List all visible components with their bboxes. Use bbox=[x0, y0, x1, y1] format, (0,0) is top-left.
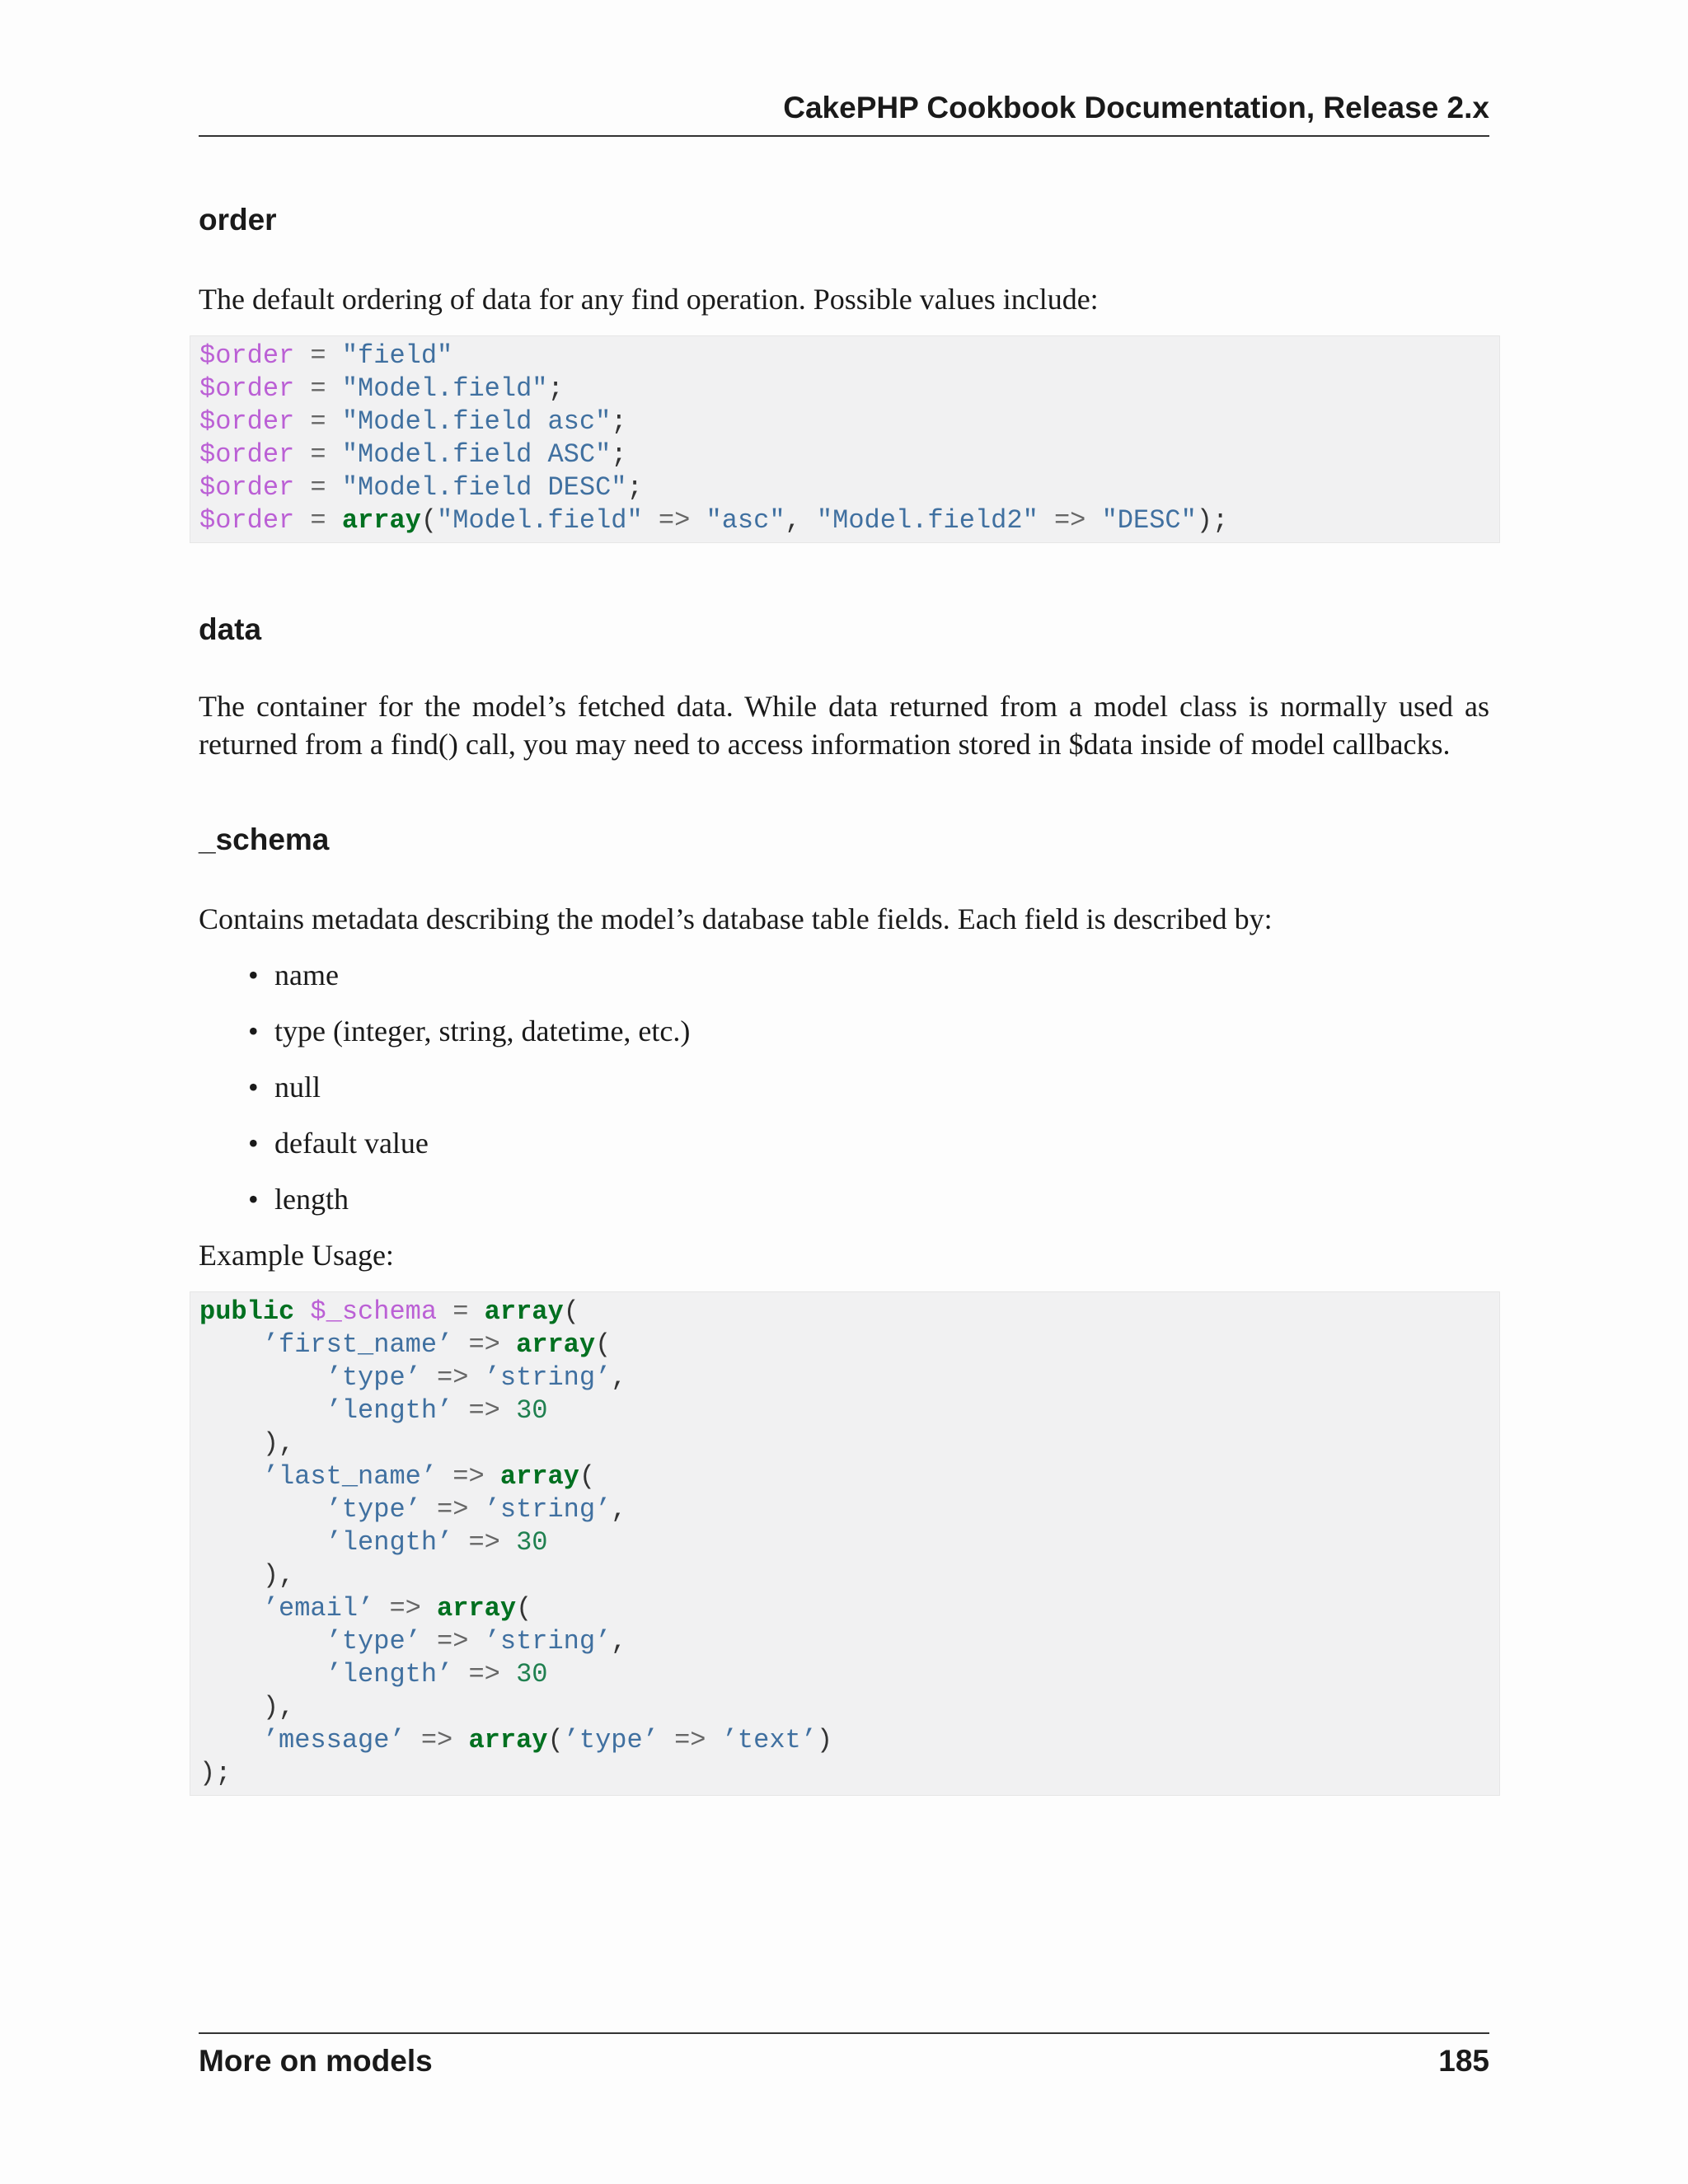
code-token: ), bbox=[199, 1560, 295, 1591]
code-token: $_schema bbox=[310, 1296, 438, 1327]
code-line bbox=[199, 1361, 1499, 1394]
bullet-icon: • bbox=[248, 1127, 259, 1160]
code-token: "DESC" bbox=[1101, 505, 1197, 536]
code-token: , bbox=[611, 1626, 627, 1657]
code-line bbox=[199, 340, 1499, 373]
bullet-icon: • bbox=[248, 958, 259, 991]
list-item bbox=[199, 956, 1489, 1012]
schema-code-block bbox=[190, 1291, 1500, 1796]
code-token: array bbox=[341, 505, 421, 536]
code-token: "asc" bbox=[706, 505, 785, 536]
code-token: ; bbox=[547, 373, 564, 404]
code-token: $order bbox=[199, 472, 295, 503]
code-token: ’length’ bbox=[326, 1395, 453, 1426]
list-item bbox=[199, 1012, 1489, 1068]
list-item-text: length bbox=[274, 1183, 349, 1216]
code-line bbox=[199, 1493, 1499, 1526]
code-token: ( bbox=[595, 1329, 612, 1360]
code-line bbox=[199, 1427, 1499, 1460]
code-token: 30 bbox=[516, 1527, 548, 1558]
code-token: = bbox=[294, 340, 342, 371]
code-token: "Model.field ASC" bbox=[341, 439, 612, 470]
code-token: array bbox=[516, 1329, 596, 1360]
code-token: => bbox=[452, 1659, 517, 1690]
heading-schema: _schema bbox=[199, 823, 330, 856]
list-item-text: default value bbox=[274, 1127, 429, 1160]
code-token bbox=[199, 1725, 263, 1755]
code-token: ( bbox=[516, 1593, 532, 1624]
code-token: , bbox=[611, 1362, 627, 1393]
code-token: ), bbox=[199, 1692, 295, 1722]
code-line bbox=[199, 438, 1499, 471]
code-token: ’last_name’ bbox=[262, 1461, 438, 1492]
code-token: ( bbox=[420, 505, 438, 536]
code-token: => bbox=[420, 1494, 485, 1525]
code-token: $order bbox=[199, 340, 295, 371]
code-token: ’length’ bbox=[326, 1527, 453, 1558]
list-item-text: type (integer, string, datetime, etc.) bbox=[274, 1015, 691, 1047]
list-item bbox=[199, 1068, 1489, 1124]
bullet-icon: • bbox=[248, 1071, 259, 1104]
code-token bbox=[199, 1329, 263, 1360]
code-token: array bbox=[437, 1593, 517, 1624]
code-token: = bbox=[294, 439, 342, 470]
code-token bbox=[199, 1659, 326, 1690]
code-token: ’type’ bbox=[563, 1725, 659, 1755]
code-token: ’string’ bbox=[484, 1362, 612, 1393]
schema-description: Contains metadata describing the model’s database table fields. Each field is described by: bbox=[199, 902, 1273, 935]
code-token: 30 bbox=[516, 1659, 548, 1690]
code-token: = bbox=[294, 373, 342, 404]
code-token: "Model.field DESC" bbox=[341, 472, 627, 503]
data-description: The container for the model’s fetched data. While data returned from a model class is normally used as returned from a find() call, you may need to access information stored in $data inside of model callbacks. bbox=[199, 690, 1489, 761]
code-line bbox=[199, 1592, 1499, 1625]
code-token: ); bbox=[199, 1758, 232, 1788]
page-footer bbox=[199, 2032, 1489, 2078]
code-token: => bbox=[405, 1725, 469, 1755]
code-token: array bbox=[499, 1461, 579, 1492]
code-token: = bbox=[294, 472, 342, 503]
order-code-block bbox=[190, 335, 1500, 543]
code-line bbox=[199, 1394, 1499, 1427]
code-line bbox=[199, 1724, 1499, 1757]
code-token: ; bbox=[626, 472, 643, 503]
list-item bbox=[199, 1180, 1489, 1236]
code-token bbox=[199, 1494, 326, 1525]
code-line bbox=[199, 1329, 1499, 1361]
code-token: ), bbox=[199, 1428, 295, 1459]
code-token: ( bbox=[579, 1461, 596, 1492]
code-line bbox=[199, 504, 1499, 537]
code-token: => bbox=[452, 1329, 517, 1360]
code-token: ’text’ bbox=[721, 1725, 817, 1755]
code-line bbox=[199, 1691, 1499, 1724]
code-token: ); bbox=[1196, 505, 1229, 536]
order-description: The default ordering of data for any find operation. Possible values include: bbox=[199, 283, 1099, 316]
code-token: => bbox=[420, 1626, 485, 1657]
code-token: ’length’ bbox=[326, 1659, 453, 1690]
code-token: => bbox=[420, 1362, 485, 1393]
code-token bbox=[199, 1362, 326, 1393]
code-token: => bbox=[373, 1593, 438, 1624]
code-line bbox=[199, 1296, 1499, 1329]
code-token: "Model.field asc" bbox=[341, 406, 612, 437]
heading-data: data bbox=[199, 612, 262, 646]
code-token: ; bbox=[611, 439, 627, 470]
code-token: => bbox=[658, 1725, 722, 1755]
code-token: "Model.field" bbox=[437, 505, 643, 536]
code-token: 30 bbox=[516, 1395, 548, 1426]
code-token: ’type’ bbox=[326, 1362, 421, 1393]
code-line bbox=[199, 1559, 1499, 1592]
code-token: => bbox=[452, 1527, 517, 1558]
code-token: , bbox=[785, 505, 817, 536]
code-token: public bbox=[199, 1296, 295, 1327]
code-token: ’string’ bbox=[484, 1626, 612, 1657]
code-token: $order bbox=[199, 406, 295, 437]
code-token: ’first_name’ bbox=[262, 1329, 453, 1360]
code-token: $order bbox=[199, 439, 295, 470]
code-token: ’email’ bbox=[262, 1593, 374, 1624]
code-line bbox=[199, 1658, 1499, 1691]
code-token bbox=[199, 1395, 326, 1426]
page-header bbox=[199, 91, 1489, 137]
code-token: "Model.field2" bbox=[816, 505, 1039, 536]
code-token bbox=[199, 1626, 326, 1657]
code-token: "Model.field" bbox=[341, 373, 548, 404]
list-item bbox=[199, 1124, 1489, 1180]
code-token: ’type’ bbox=[326, 1626, 421, 1657]
bullet-icon: • bbox=[248, 1015, 259, 1047]
code-token bbox=[199, 1461, 263, 1492]
code-token: ( bbox=[563, 1296, 579, 1327]
code-line bbox=[199, 1526, 1499, 1559]
schema-field-list bbox=[199, 956, 1489, 1236]
example-usage-label: Example Usage: bbox=[199, 1239, 394, 1272]
code-token: "field" bbox=[341, 340, 453, 371]
code-token: ) bbox=[816, 1725, 833, 1755]
code-token: => bbox=[437, 1461, 500, 1492]
code-token: => bbox=[642, 505, 706, 536]
code-token: ’type’ bbox=[326, 1494, 421, 1525]
code-token: $order bbox=[199, 505, 295, 536]
page-number: 185 bbox=[1438, 2044, 1489, 2078]
code-token: array bbox=[484, 1296, 564, 1327]
code-line bbox=[199, 1625, 1499, 1658]
code-token bbox=[199, 1527, 326, 1558]
code-token bbox=[294, 1296, 310, 1327]
code-token: ’string’ bbox=[484, 1494, 612, 1525]
code-token bbox=[199, 1593, 263, 1624]
code-token: => bbox=[452, 1395, 517, 1426]
code-token: = bbox=[437, 1296, 485, 1327]
code-token: array bbox=[468, 1725, 548, 1755]
code-token: = bbox=[294, 406, 342, 437]
list-item-text: name bbox=[274, 958, 339, 991]
code-token: $order bbox=[199, 373, 295, 404]
code-line bbox=[199, 471, 1499, 504]
list-item-text: null bbox=[274, 1071, 321, 1104]
code-line bbox=[199, 405, 1499, 438]
code-line bbox=[199, 1460, 1499, 1493]
code-token: = bbox=[294, 505, 342, 536]
bullet-icon: • bbox=[248, 1183, 259, 1216]
code-token: ’message’ bbox=[262, 1725, 406, 1755]
code-token: ( bbox=[547, 1725, 564, 1755]
code-token: , bbox=[611, 1494, 627, 1525]
code-line bbox=[199, 1757, 1499, 1790]
code-token: ; bbox=[611, 406, 627, 437]
code-line bbox=[199, 373, 1499, 405]
header-title: CakePHP Cookbook Documentation, Release 2.x bbox=[783, 91, 1489, 124]
code-token: => bbox=[1038, 505, 1102, 536]
footer-section-title: More on models bbox=[199, 2044, 433, 2078]
heading-order: order bbox=[199, 203, 277, 237]
